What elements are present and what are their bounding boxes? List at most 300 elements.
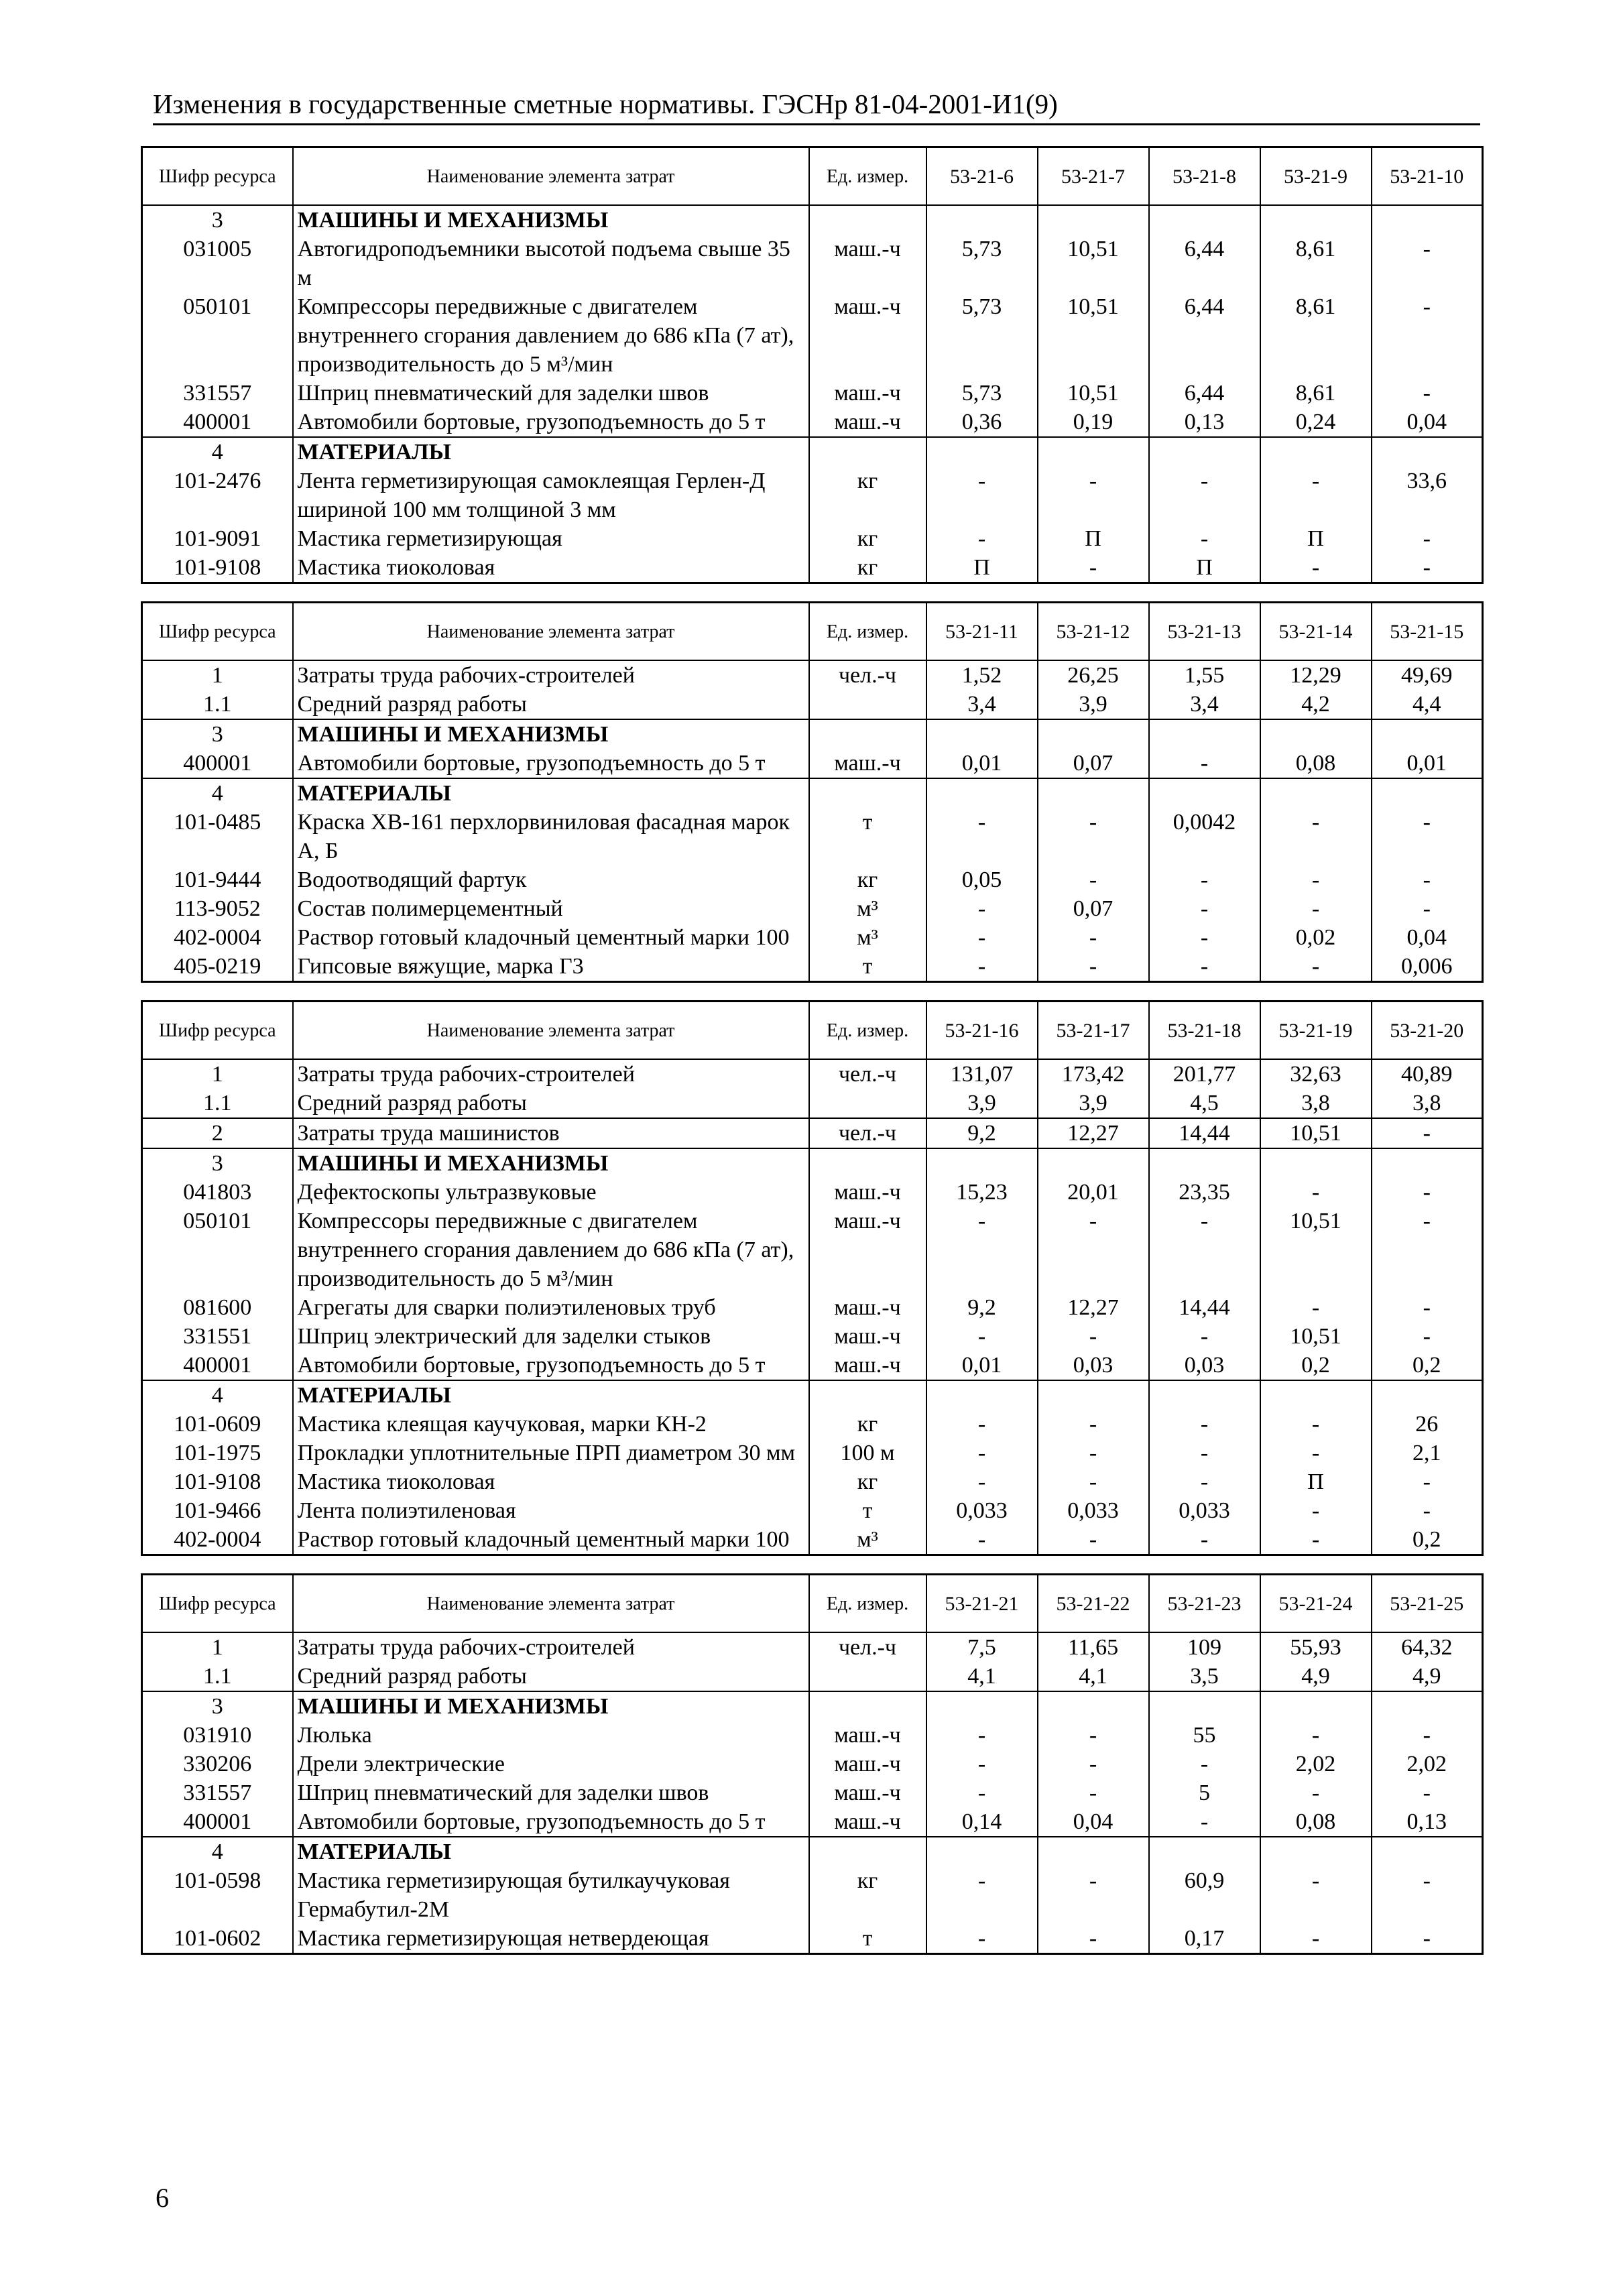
value-cell: 4,1 (926, 1662, 1038, 1691)
table-row (142, 1089, 1483, 1118)
value-cell: - (1038, 923, 1149, 952)
cost-element-name-cell: Краска ХВ-161 перхлорвиниловая фасадная марок А, Б (293, 808, 809, 865)
table-row (142, 1525, 1483, 1555)
value-cell: - (1149, 1807, 1260, 1837)
unit-cell: кг (809, 1866, 926, 1924)
value-cell (1372, 1380, 1483, 1410)
value-cell: - (1038, 1750, 1149, 1778)
value-cell: - (1372, 1778, 1483, 1807)
unit-cell (809, 1691, 926, 1721)
unit-cell: маш.-ч (809, 1778, 926, 1807)
resource-code-cell: 101-0609 (142, 1410, 293, 1439)
table-row (142, 524, 1483, 553)
value-cell: - (1149, 1439, 1260, 1467)
table-row (142, 1439, 1483, 1467)
value-cell: 4,5 (1149, 1089, 1260, 1118)
value-cell: 3,4 (1149, 690, 1260, 719)
value-cell: 0,04 (1372, 923, 1483, 952)
unit-cell: маш.-ч (809, 749, 926, 778)
value-cell: 8,61 (1260, 235, 1372, 292)
value-cell: 26,25 (1038, 660, 1149, 690)
value-cell (1038, 1148, 1149, 1178)
value-cell: - (1372, 1322, 1483, 1351)
value-cell: 3,9 (1038, 1089, 1149, 1118)
value-cell: 4,2 (1260, 690, 1372, 719)
value-cell: 4,1 (1038, 1662, 1149, 1691)
unit-cell: маш.-ч (809, 1207, 926, 1293)
value-cell (1038, 1691, 1149, 1721)
header-norm-column: 53-21-6 (926, 147, 1038, 206)
value-cell: - (926, 1439, 1038, 1467)
value-cell: 0,0042 (1149, 808, 1260, 865)
unit-cell: маш.-ч (809, 1750, 926, 1778)
header-norm-column: 53-21-18 (1149, 1002, 1260, 1060)
value-cell: - (1260, 1293, 1372, 1322)
header-norm-column: 53-21-7 (1038, 147, 1149, 206)
value-cell: 201,77 (1149, 1059, 1260, 1089)
value-cell (1149, 778, 1260, 808)
section-row (142, 437, 1483, 467)
value-cell: 3,8 (1260, 1089, 1372, 1118)
resource-code-cell: 4 (142, 437, 293, 467)
value-cell (1260, 1691, 1372, 1721)
table-row (142, 1807, 1483, 1837)
value-cell: - (1260, 1496, 1372, 1525)
value-cell (1372, 1148, 1483, 1178)
value-cell: 14,44 (1149, 1118, 1260, 1148)
value-cell: 0,033 (1038, 1496, 1149, 1525)
value-cell: 3,9 (1038, 690, 1149, 719)
unit-cell: м³ (809, 923, 926, 952)
unit-cell: 100 м (809, 1439, 926, 1467)
value-cell (1038, 1380, 1149, 1410)
value-cell: 3,5 (1149, 1662, 1260, 1691)
norm-table (141, 1000, 1484, 1556)
norm-table (141, 146, 1484, 584)
value-cell: - (1260, 1924, 1372, 1954)
value-cell: - (1149, 1467, 1260, 1496)
header-code: Шифр ресурса (142, 1575, 293, 1633)
header-norm-column: 53-21-23 (1149, 1575, 1260, 1633)
value-cell: - (1372, 1118, 1483, 1148)
cost-element-name-cell: Раствор готовый кладочный цементный марки 100 (293, 1525, 809, 1555)
value-cell: - (1038, 1924, 1149, 1954)
table-row (142, 467, 1483, 524)
table-row (142, 1632, 1483, 1662)
resource-code-cell: 101-2476 (142, 467, 293, 524)
unit-cell (809, 1380, 926, 1410)
value-cell: - (1038, 1778, 1149, 1807)
value-cell: 49,69 (1372, 660, 1483, 690)
table-header-row (142, 603, 1483, 661)
table-row (142, 1178, 1483, 1207)
value-cell: 6,44 (1149, 235, 1260, 292)
value-cell: 9,2 (926, 1118, 1038, 1148)
value-cell: 0,04 (1038, 1807, 1149, 1837)
resource-code-cell: 081600 (142, 1293, 293, 1322)
value-cell (1149, 1148, 1260, 1178)
resource-code-cell: 101-9108 (142, 1467, 293, 1496)
resource-code-cell: 1 (142, 660, 293, 690)
value-cell: 2,02 (1372, 1750, 1483, 1778)
value-cell: 0,01 (926, 749, 1038, 778)
unit-cell: т (809, 1924, 926, 1954)
value-cell: 8,61 (1260, 379, 1372, 408)
value-cell: 3,8 (1372, 1089, 1483, 1118)
unit-cell: маш.-ч (809, 1807, 926, 1837)
unit-cell: т (809, 1496, 926, 1525)
unit-cell (809, 1089, 926, 1118)
cost-element-name-cell: Средний разряд работы (293, 1662, 809, 1691)
unit-cell: кг (809, 524, 926, 553)
section-row (142, 1837, 1483, 1866)
table-row (142, 690, 1483, 719)
value-cell: 2,02 (1260, 1750, 1372, 1778)
value-cell (926, 778, 1038, 808)
unit-cell (809, 437, 926, 467)
value-cell: - (926, 524, 1038, 553)
value-cell: - (926, 467, 1038, 524)
value-cell: - (1372, 524, 1483, 553)
resource-code-cell: 2 (142, 1118, 293, 1148)
value-cell: - (1372, 292, 1483, 379)
value-cell: 8,61 (1260, 292, 1372, 379)
cost-element-name-cell: Шприц электрический для заделки стыков (293, 1322, 809, 1351)
value-cell: 4,9 (1372, 1662, 1483, 1691)
cost-element-name-cell: МАТЕРИАЛЫ (293, 1380, 809, 1410)
cost-element-name-cell: МАТЕРИАЛЫ (293, 1837, 809, 1866)
resource-code-cell: 330206 (142, 1750, 293, 1778)
table-row (142, 1496, 1483, 1525)
value-cell: 2,1 (1372, 1439, 1483, 1467)
cost-element-name-cell: Состав полимерцементный (293, 894, 809, 923)
resource-code-cell: 1.1 (142, 690, 293, 719)
cost-element-name-cell: Мастика герметизирующая нетвердеющая (293, 1924, 809, 1954)
value-cell (1260, 205, 1372, 235)
value-cell (1372, 437, 1483, 467)
resource-code-cell: 400001 (142, 1807, 293, 1837)
value-cell: - (1038, 1410, 1149, 1439)
value-cell: - (1372, 1721, 1483, 1750)
norm-tables (141, 146, 1482, 1972)
value-cell (1372, 1691, 1483, 1721)
header-unit: Ед. измер. (809, 603, 926, 661)
resource-code-cell: 031005 (142, 235, 293, 292)
header-norm-column: 53-21-10 (1372, 147, 1483, 206)
value-cell: П (1260, 524, 1372, 553)
cost-element-name-cell: Мастика тиоколовая (293, 553, 809, 583)
header-norm-column: 53-21-25 (1372, 1575, 1483, 1633)
header-norm-column: 53-21-22 (1038, 1575, 1149, 1633)
value-cell: - (926, 1525, 1038, 1555)
value-cell: - (1372, 235, 1483, 292)
header-code: Шифр ресурса (142, 147, 293, 206)
unit-cell (809, 690, 926, 719)
header-norm-column: 53-21-20 (1372, 1002, 1483, 1060)
table-row (142, 894, 1483, 923)
value-cell: 0,24 (1260, 408, 1372, 437)
table-row (142, 1778, 1483, 1807)
value-cell: - (1260, 865, 1372, 894)
value-cell: - (1260, 467, 1372, 524)
value-cell: 0,02 (1260, 923, 1372, 952)
resource-code-cell: 113-9052 (142, 894, 293, 923)
value-cell: 10,51 (1038, 292, 1149, 379)
cost-element-name-cell: Средний разряд работы (293, 690, 809, 719)
cost-element-name-cell: Компрессоры передвижные с двигателем внутреннего сгорания давлением до 686 кПа (7 ат), производительность до 5 м³/мин (293, 292, 809, 379)
value-cell: 3,4 (926, 690, 1038, 719)
value-cell: - (1038, 1467, 1149, 1496)
value-cell: 5,73 (926, 379, 1038, 408)
unit-cell: чел.-ч (809, 1632, 926, 1662)
header-name: Наименование элемента затрат (293, 1002, 809, 1060)
value-cell (1149, 1837, 1260, 1866)
value-cell: - (1260, 1721, 1372, 1750)
value-cell: - (1038, 553, 1149, 583)
unit-cell: маш.-ч (809, 1293, 926, 1322)
value-cell: - (926, 1467, 1038, 1496)
value-cell: - (1149, 923, 1260, 952)
cost-element-name-cell: Мастика клеящая каучуковая, марки КН-2 (293, 1410, 809, 1439)
header-norm-column: 53-21-17 (1038, 1002, 1149, 1060)
norm-table (141, 1573, 1484, 1955)
unit-cell: маш.-ч (809, 1721, 926, 1750)
header-name: Наименование элемента затрат (293, 1575, 809, 1633)
value-cell: - (926, 894, 1038, 923)
value-cell: - (1260, 553, 1372, 583)
cost-element-name-cell: Компрессоры передвижные с двигателем внутреннего сгорания давлением до 686 кПа (7 ат), производительность до 5 м³/мин (293, 1207, 809, 1293)
value-cell: 0,2 (1372, 1351, 1483, 1380)
value-cell: - (926, 952, 1038, 982)
value-cell: 0,04 (1372, 408, 1483, 437)
value-cell: - (1038, 1866, 1149, 1924)
value-cell: 12,27 (1038, 1118, 1149, 1148)
value-cell: - (1372, 808, 1483, 865)
table-row (142, 1662, 1483, 1691)
unit-cell: маш.-ч (809, 1351, 926, 1380)
value-cell: 33,6 (1372, 467, 1483, 524)
table-row (142, 1866, 1483, 1924)
value-cell (1372, 1837, 1483, 1866)
section-row (142, 1380, 1483, 1410)
value-cell: 64,32 (1372, 1632, 1483, 1662)
value-cell (926, 1837, 1038, 1866)
value-cell: - (1372, 1496, 1483, 1525)
table-row (142, 1118, 1483, 1148)
value-cell: - (926, 1866, 1038, 1924)
cost-element-name-cell: МАШИНЫ И МЕХАНИЗМЫ (293, 1148, 809, 1178)
value-cell: - (926, 1778, 1038, 1807)
cost-element-name-cell: МАШИНЫ И МЕХАНИЗМЫ (293, 1691, 809, 1721)
value-cell (1372, 719, 1483, 749)
unit-cell: кг (809, 467, 926, 524)
unit-cell: чел.-ч (809, 1118, 926, 1148)
cost-element-name-cell: Лента полиэтиленовая (293, 1496, 809, 1525)
resource-code-cell: 3 (142, 1691, 293, 1721)
value-cell: - (926, 1721, 1038, 1750)
value-cell: - (926, 923, 1038, 952)
value-cell: - (1372, 1467, 1483, 1496)
cost-element-name-cell: Автомобили бортовые, грузоподъемность до 5 т (293, 408, 809, 437)
table-row (142, 1750, 1483, 1778)
value-cell: - (1038, 865, 1149, 894)
value-cell: 15,23 (926, 1178, 1038, 1207)
value-cell: 10,51 (1260, 1118, 1372, 1148)
cost-element-name-cell: Люлька (293, 1721, 809, 1750)
value-cell: - (1038, 1439, 1149, 1467)
resource-code-cell: 4 (142, 778, 293, 808)
resource-code-cell: 4 (142, 1837, 293, 1866)
value-cell: 9,2 (926, 1293, 1038, 1322)
cost-element-name-cell: Лента герметизирующая самоклеящая Герлен-Д шириной 100 мм толщиной 3 мм (293, 467, 809, 524)
value-cell: 0,08 (1260, 749, 1372, 778)
value-cell: 10,51 (1038, 235, 1149, 292)
value-cell: 109 (1149, 1632, 1260, 1662)
cost-element-name-cell: Затраты труда рабочих-строителей (293, 1632, 809, 1662)
value-cell: 4,9 (1260, 1662, 1372, 1691)
cost-element-name-cell: МАШИНЫ И МЕХАНИЗМЫ (293, 205, 809, 235)
cost-element-name-cell: МАТЕРИАЛЫ (293, 437, 809, 467)
cost-element-name-cell: Автомобили бортовые, грузоподъемность до 5 т (293, 1351, 809, 1380)
unit-cell: маш.-ч (809, 235, 926, 292)
value-cell: - (1372, 379, 1483, 408)
table-row (142, 553, 1483, 583)
table-row (142, 1207, 1483, 1293)
value-cell (1260, 778, 1372, 808)
resource-code-cell: 3 (142, 1148, 293, 1178)
header-norm-column: 53-21-13 (1149, 603, 1260, 661)
table-row (142, 235, 1483, 292)
cost-element-name-cell: Прокладки уплотнительные ПРП диаметром 30 мм (293, 1439, 809, 1467)
value-cell (1149, 719, 1260, 749)
value-cell: 23,35 (1149, 1178, 1260, 1207)
value-cell: 55,93 (1260, 1632, 1372, 1662)
resource-code-cell: 1.1 (142, 1089, 293, 1118)
value-cell: 10,51 (1260, 1207, 1372, 1293)
unit-cell: маш.-ч (809, 1178, 926, 1207)
resource-code-cell: 101-9466 (142, 1496, 293, 1525)
table-row (142, 1467, 1483, 1496)
value-cell: П (1038, 524, 1149, 553)
value-cell: 10,51 (1038, 379, 1149, 408)
section-row (142, 1148, 1483, 1178)
page-number: 6 (156, 2183, 169, 2213)
value-cell: П (926, 553, 1038, 583)
value-cell (926, 437, 1038, 467)
table-row (142, 1293, 1483, 1322)
unit-cell: кг (809, 553, 926, 583)
table-row (142, 1059, 1483, 1089)
header-norm-column: 53-21-12 (1038, 603, 1149, 661)
value-cell: - (1372, 894, 1483, 923)
value-cell: 131,07 (926, 1059, 1038, 1089)
value-cell: - (1260, 894, 1372, 923)
value-cell: - (1038, 467, 1149, 524)
value-cell: 4,4 (1372, 690, 1483, 719)
resource-code-cell: 331557 (142, 1778, 293, 1807)
value-cell: 0,033 (1149, 1496, 1260, 1525)
cost-element-name-cell: Гипсовые вяжущие, марка Г3 (293, 952, 809, 982)
resource-code-cell: 101-0602 (142, 1924, 293, 1954)
value-cell: 0,01 (1372, 749, 1483, 778)
value-cell (1038, 778, 1149, 808)
value-cell: 5 (1149, 1778, 1260, 1807)
resource-code-cell: 041803 (142, 1178, 293, 1207)
value-cell: 173,42 (1038, 1059, 1149, 1089)
header-unit: Ед. измер. (809, 1575, 926, 1633)
value-cell: - (1149, 952, 1260, 982)
section-row (142, 719, 1483, 749)
value-cell: 55 (1149, 1721, 1260, 1750)
value-cell: 0,07 (1038, 894, 1149, 923)
cost-element-name-cell: Шприц пневматический для заделки швов (293, 1778, 809, 1807)
value-cell: 5,73 (926, 235, 1038, 292)
resource-code-cell: 101-9091 (142, 524, 293, 553)
value-cell: 0,13 (1372, 1807, 1483, 1837)
value-cell: - (926, 808, 1038, 865)
value-cell: - (1038, 1322, 1149, 1351)
resource-code-cell: 050101 (142, 292, 293, 379)
value-cell: 6,44 (1149, 379, 1260, 408)
table-row (142, 865, 1483, 894)
resource-code-cell: 101-1975 (142, 1439, 293, 1467)
resource-code-cell: 331551 (142, 1322, 293, 1351)
value-cell: 12,27 (1038, 1293, 1149, 1322)
resource-code-cell: 331557 (142, 379, 293, 408)
resource-code-cell: 4 (142, 1380, 293, 1410)
header-norm-column: 53-21-19 (1260, 1002, 1372, 1060)
value-cell: - (926, 1410, 1038, 1439)
value-cell: - (1149, 749, 1260, 778)
value-cell (926, 1148, 1038, 1178)
cost-element-name-cell: Затраты труда рабочих-строителей (293, 660, 809, 690)
value-cell (926, 205, 1038, 235)
cost-element-name-cell: Автомобили бортовые, грузоподъемность до 5 т (293, 749, 809, 778)
value-cell: - (1260, 1410, 1372, 1439)
cost-element-name-cell: МАТЕРИАЛЫ (293, 778, 809, 808)
cost-element-name-cell: Шприц пневматический для заделки швов (293, 379, 809, 408)
value-cell: 11,65 (1038, 1632, 1149, 1662)
resource-code-cell: 101-0598 (142, 1866, 293, 1924)
resource-code-cell: 405-0219 (142, 952, 293, 982)
resource-code-cell: 400001 (142, 749, 293, 778)
value-cell: - (1260, 1178, 1372, 1207)
value-cell: 0,07 (1038, 749, 1149, 778)
unit-cell: кг (809, 1467, 926, 1496)
resource-code-cell: 1.1 (142, 1662, 293, 1691)
resource-code-cell: 3 (142, 205, 293, 235)
table-row (142, 923, 1483, 952)
value-cell (1372, 778, 1483, 808)
unit-cell: маш.-ч (809, 379, 926, 408)
resource-code-cell: 1 (142, 1059, 293, 1089)
value-cell: 0,13 (1149, 408, 1260, 437)
unit-cell: маш.-ч (809, 292, 926, 379)
value-cell (1038, 437, 1149, 467)
resource-code-cell: 101-9108 (142, 553, 293, 583)
table-row (142, 1721, 1483, 1750)
header-norm-column: 53-21-11 (926, 603, 1038, 661)
unit-cell (809, 778, 926, 808)
value-cell: 20,01 (1038, 1178, 1149, 1207)
table-header-row (142, 1575, 1483, 1633)
resource-code-cell: 101-9444 (142, 865, 293, 894)
value-cell: 0,03 (1149, 1351, 1260, 1380)
cost-element-name-cell: Автогидроподъемники высотой подъема свыше 35 м (293, 235, 809, 292)
header-norm-column: 53-21-15 (1372, 603, 1483, 661)
value-cell: - (1372, 1866, 1483, 1924)
value-cell (1260, 1837, 1372, 1866)
